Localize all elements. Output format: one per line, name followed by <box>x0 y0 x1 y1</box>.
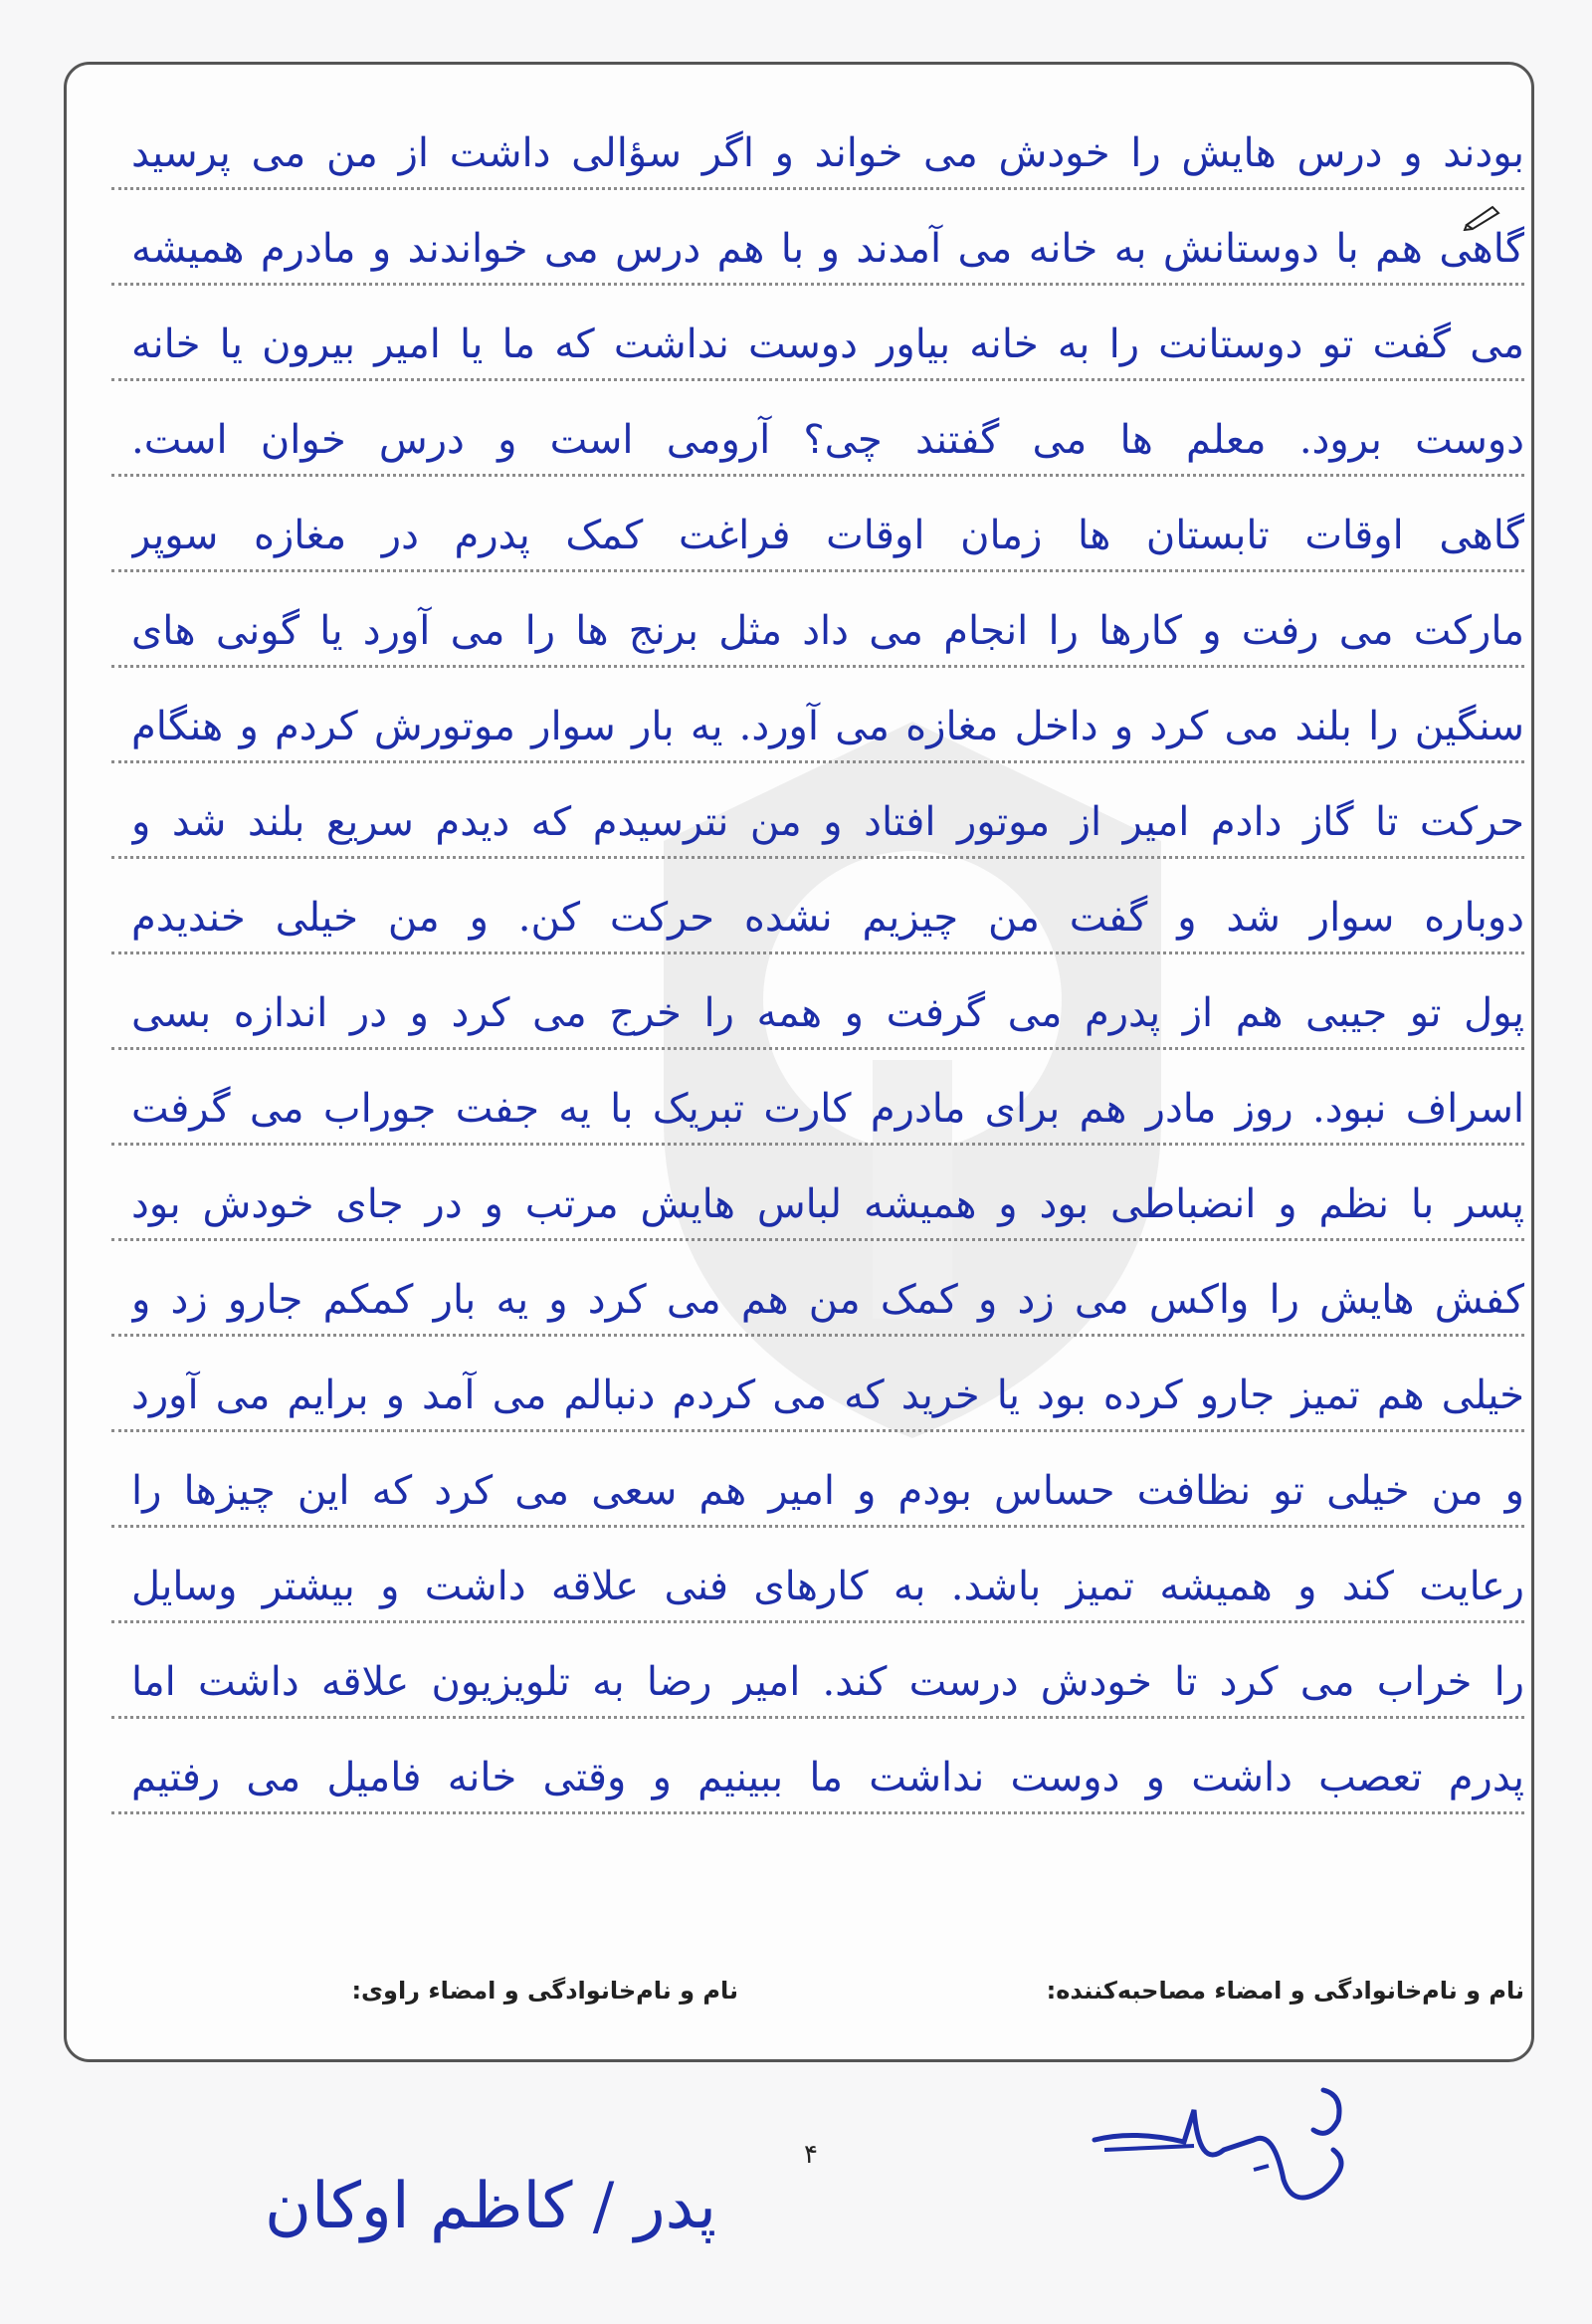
line-5 <box>111 474 1524 572</box>
line-15 <box>111 1429 1524 1528</box>
signature-labels <box>111 1977 1524 2020</box>
handwritten-line: پدرم تعصب داشت و دوست نداشت ما ببینیم و وقتی خانه فامیل می رفتیم <box>131 1755 1524 1800</box>
handwritten-line: سنگین را بلند می کرد و داخل مغازه می آورد. یه بار سوار موتورش کردم و هنگام <box>131 704 1524 749</box>
handwritten-line: اسراف نبود. روز مادر هم برای مادرم کارت تبریک با یه جفت جوراب می گرفت <box>131 1086 1524 1132</box>
handwritten-line: مارکت می رفت و کارها را انجام می داد مثل برنج ها را می آورد یا گونی های <box>131 608 1524 654</box>
line-7 <box>111 665 1524 763</box>
line-17 <box>111 1620 1524 1719</box>
handwritten-line: گاهی هم با دوستانش به خانه می آمدند و با هم درس می خواندند و مادرم همیشه <box>131 226 1524 272</box>
interviewer-label: نام و نام‌خانوادگی و امضاء مصاحبه‌کننده: <box>1046 1977 1524 2005</box>
handwritten-body <box>111 92 1524 1983</box>
handwritten-line: حرکت تا گاز دادم امیر از موتور افتاد و من نترسیدم که دیدم سریع بلند شد و <box>131 799 1524 845</box>
page-number: ۴ <box>804 2140 818 2170</box>
line-4 <box>111 378 1524 477</box>
interviewer-signature <box>1075 2070 1373 2219</box>
handwritten-line: دوباره سوار شد و گفت من چیزیم نشده حرکت کن. و من خیلی خندیدم <box>131 895 1524 941</box>
line-14 <box>111 1334 1524 1432</box>
line-13 <box>111 1238 1524 1337</box>
handwritten-line: رعایت کند و همیشه تمیز باشد. به کارهای فنی علاقه داشت و بیشتر وسایل <box>131 1564 1524 1609</box>
line-8 <box>111 760 1524 859</box>
line-16 <box>111 1525 1524 1623</box>
handwritten-line: می گفت تو دوستانت را به خانه بیاور دوست نداشت که ما یا امیر بیرون یا خانه <box>131 321 1524 367</box>
narrator-signature-text: پدر / کاظم اوکان <box>264 2170 716 2243</box>
handwritten-line: کفش هایش را واکس می زد و کمک من هم می کرد و یه بار کمکم جارو زد و <box>131 1277 1524 1323</box>
handwritten-line: بودند و درس هایش را خودش می خواند و اگر سؤالی داشت از من می پرسید <box>131 130 1524 176</box>
line-11 <box>111 1047 1524 1146</box>
handwritten-line: پسر با نظم و انضباطی بود و همیشه لباس هایش مرتب و در جای خودش بود <box>131 1181 1524 1227</box>
handwritten-line: و من خیلی تو نظافت حساس بودم و امیر هم سعی می کرد که این چیزها را <box>131 1468 1524 1514</box>
line-3 <box>111 283 1524 381</box>
handwritten-line: خیلی هم تمیز جارو کرده بود یا خرید که می کردم دنبالم می آمد و برایم می آورد <box>131 1373 1524 1418</box>
line-6 <box>111 569 1524 668</box>
handwritten-line: پول تو جیبی هم از پدرم می گرفت و همه را خرج می کرد و در اندازه بسی <box>131 990 1524 1036</box>
narrator-label: نام و نام‌خانوادگی و امضاء راوی: <box>351 1977 738 2005</box>
line-1 <box>111 92 1524 190</box>
line-18 <box>111 1716 1524 1814</box>
line-2 <box>111 187 1524 286</box>
line-10 <box>111 951 1524 1050</box>
handwritten-line: دوست برود. معلم ها می گفتند چی؟ آرومی است و درس خوان است. <box>131 417 1524 463</box>
handwritten-line: را خراب می کرد تا خودش درست کند. امیر رضا به تلویزیون علاقه داشت اما <box>131 1659 1524 1705</box>
handwritten-line: گاهی اوقات تابستان ها زمان اوقات فراغت کمک پدرم در مغازه سوپر <box>131 513 1524 558</box>
line-12 <box>111 1143 1524 1241</box>
line-9 <box>111 856 1524 954</box>
narrator-signature <box>159 2140 716 2309</box>
